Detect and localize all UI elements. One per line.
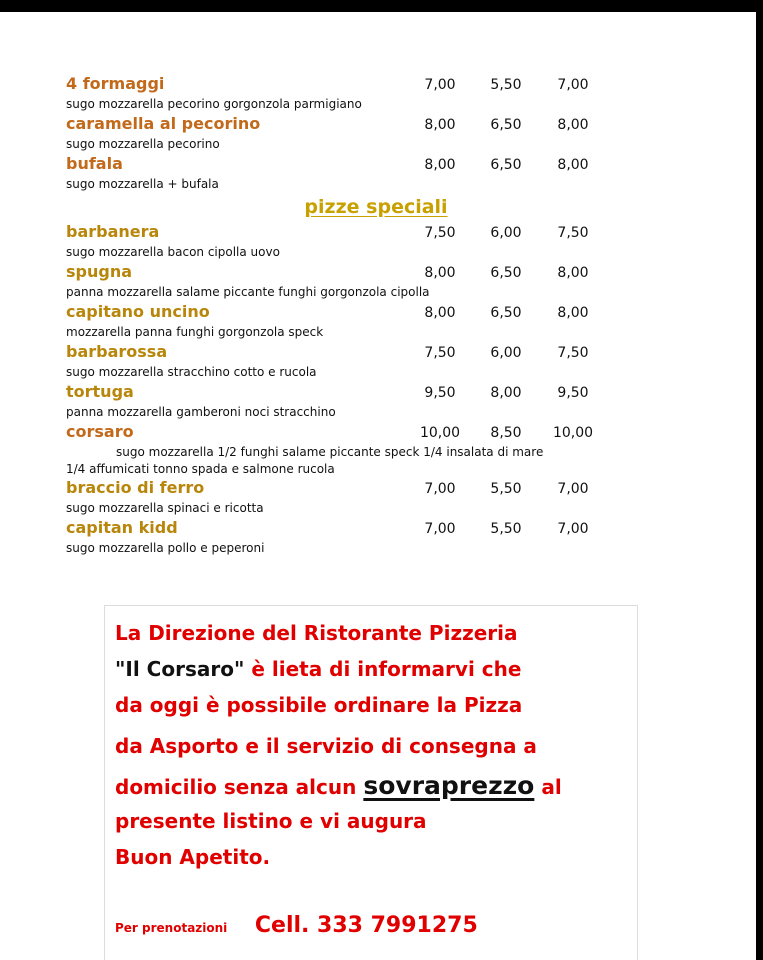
- notice-line: [115, 654, 635, 690]
- price: 8,00: [557, 157, 589, 173]
- price: 8,00: [424, 117, 456, 133]
- pizza-ingredients: mozzarella panna funghi gorgonzola speck: [66, 325, 324, 339]
- menu-item-name-row: [66, 478, 666, 498]
- pizza-ingredients: panna mozzarella gamberoni noci stracchino: [66, 405, 336, 419]
- price: 7,00: [557, 481, 589, 497]
- menu-item-name-row: [66, 422, 666, 442]
- price: 8,00: [557, 117, 589, 133]
- price: 5,50: [490, 481, 522, 497]
- price: 7,50: [424, 225, 456, 241]
- menu-item-name-row: [66, 382, 666, 402]
- price: 8,00: [557, 265, 589, 281]
- price: 8,00: [424, 265, 456, 281]
- menu-item-name-row: [66, 222, 666, 242]
- menu-item-name-row: [66, 154, 666, 174]
- pizza-ingredients: sugo mozzarella pollo e peperoni: [66, 541, 265, 555]
- menu-item-name-row: [66, 114, 666, 134]
- restaurant-name: "Il Corsaro": [115, 657, 245, 681]
- pizza-ingredients: sugo mozzarella pecorino gorgonzola parmigiano: [66, 97, 362, 111]
- pizza-name: bufala: [66, 154, 123, 173]
- pizza-name: barbarossa: [66, 342, 168, 361]
- price: 7,00: [557, 77, 589, 93]
- menu-item-name-row: [66, 342, 666, 362]
- pizza-name: corsaro: [66, 422, 134, 441]
- price: 6,50: [490, 157, 522, 173]
- pizza-name: spugna: [66, 262, 133, 281]
- price: 7,50: [557, 345, 589, 361]
- booking-line: [115, 913, 478, 938]
- price: 7,00: [424, 521, 456, 537]
- section-heading: [66, 194, 666, 222]
- pizza-ingredients: panna mozzarella salame piccante funghi gorgonzola cipolla: [66, 285, 430, 299]
- price: 7,00: [557, 521, 589, 537]
- price: 5,50: [490, 521, 522, 537]
- pizza-menu: [66, 74, 666, 558]
- price: 6,00: [490, 225, 522, 241]
- price: 6,00: [490, 345, 522, 361]
- price: 9,50: [424, 385, 456, 401]
- pizza-name: caramella al pecorino: [66, 114, 261, 133]
- pizza-ingredients: sugo mozzarella spinaci e ricotta: [66, 501, 264, 515]
- right-frame-border: [756, 0, 763, 960]
- price: 7,50: [424, 345, 456, 361]
- menu-item-name-row: [66, 74, 666, 94]
- pizza-ingredients: sugo mozzarella + bufala: [66, 177, 219, 191]
- pizza-name: barbanera: [66, 222, 160, 241]
- pizza-ingredients: sugo mozzarella pecorino: [66, 137, 220, 151]
- price: 8,00: [490, 385, 522, 401]
- price: 6,50: [490, 265, 522, 281]
- price: 8,00: [424, 157, 456, 173]
- price: 9,50: [557, 385, 589, 401]
- pizza-name: braccio di ferro: [66, 478, 205, 497]
- notice-line: da Asporto e il servizio di consegna a: [115, 734, 537, 758]
- price: 10,00: [552, 425, 594, 441]
- section-title-text: pizze speciali: [304, 196, 448, 218]
- pizza-name: tortuga: [66, 382, 134, 401]
- notice-line-text: domicilio senza alcun: [115, 775, 364, 799]
- notice-line: da oggi è possibile ordinare la Pizza: [115, 693, 523, 717]
- pizza-name: 4 formaggi: [66, 74, 165, 93]
- menu-item-name-row: [66, 262, 666, 282]
- notice-line: Buon Apetito.: [115, 845, 271, 869]
- delivery-notice-box: [104, 605, 638, 960]
- price: 8,00: [424, 305, 456, 321]
- notice-line: [115, 766, 635, 806]
- price: 8,00: [557, 305, 589, 321]
- notice-line-text: al: [534, 775, 562, 799]
- menu-item-name-row: [66, 302, 666, 322]
- price: 7,00: [424, 481, 456, 497]
- price: 6,50: [490, 117, 522, 133]
- pizza-name: capitan kidd: [66, 518, 178, 537]
- booking-label: Per prenotazioni: [115, 921, 228, 935]
- ingredients-line: sugo mozzarella 1/2 funghi salame piccante speck 1/4 insalata di mare: [116, 445, 544, 459]
- price: 8,50: [490, 425, 522, 441]
- top-frame-border: [0, 0, 763, 12]
- pizza-ingredients: sugo mozzarella stracchino cotto e rucola: [66, 365, 317, 379]
- price: 10,00: [419, 425, 461, 441]
- pizza-name: capitano uncino: [66, 302, 210, 321]
- notice-line-text: è lieta di informarvi che: [244, 657, 522, 681]
- notice-line: La Direzione del Ristorante Pizzeria: [115, 621, 518, 645]
- notice-text: [115, 618, 635, 878]
- price: 7,50: [557, 225, 589, 241]
- price: 5,50: [490, 77, 522, 93]
- pizza-ingredients: [66, 442, 666, 478]
- menu-item-name-row: [66, 518, 666, 538]
- ingredients-line: 1/4 affumicati tonno spada e salmone rucola: [66, 462, 335, 476]
- price: 7,00: [424, 77, 456, 93]
- phone-number: Cell. 333 7991275: [254, 913, 478, 938]
- surcharge-highlight: sovraprezzo: [363, 771, 535, 800]
- pizza-ingredients: sugo mozzarella bacon cipolla uovo: [66, 245, 280, 259]
- price: 6,50: [490, 305, 522, 321]
- notice-line: presente listino e vi augura: [115, 809, 427, 833]
